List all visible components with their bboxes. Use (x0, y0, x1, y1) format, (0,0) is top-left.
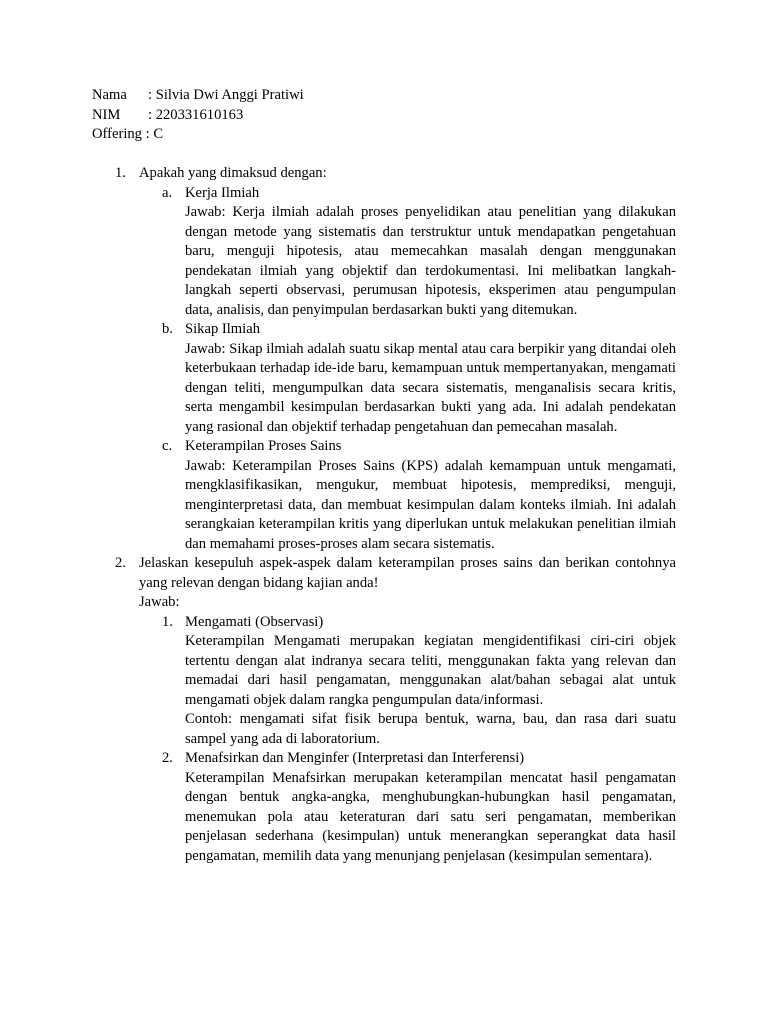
nama-value: : Silvia Dwi Anggi Pratiwi (148, 87, 304, 103)
aspect-item-2 (139, 749, 676, 866)
question-1c-title: Keterampilan Proses Sains (185, 438, 342, 454)
question-1a-answer: Jawab: Kerja ilmiah adalah proses penyelidikan atau penelitian yang dilakukan dengan metode yang sistematis dan terstruktur untuk mendapatkan pengetahuan baru, menguji hipotesis, atau memecahkan masalah dengan menggunakan pendekatan ilmiah yang objektif dan terdokumentasi. Ini melibatkan langkah-langkah seperti observasi, perumusan hipotesis, eksperimen atau pengumpulan data, analisis, dan penyimpulan berdasarkan bukti yang ditemukan. (185, 204, 676, 318)
question-1b-title: Sikap Ilmiah (185, 321, 260, 337)
question-1-number: 1. (115, 165, 126, 181)
nim-label: NIM (92, 106, 121, 123)
offering-row (92, 125, 304, 145)
aspect-item-2-title: Menafsirkan dan Menginfer (Interpretasi dan Interferensi) (185, 750, 525, 766)
question-1 (92, 164, 676, 554)
question-1b (139, 320, 676, 437)
aspect-item-2-body: Keterampilan Menafsirkan merupakan keterampilan mencatat hasil pengamatan dengan bentuk angka-angka, menghubungkan-hubungkan hasil pengamatan, menemukan pola atau keteraturan dari satu seri pengamatan, memberikan penjelasan sederhana (kesimpulan) untuk menerangkan seperangkat data hasil pengamatan, memilih data yang menunjang penjelasan (kesimpulan sementara). (185, 769, 676, 864)
aspect-item-1 (139, 613, 676, 750)
nama-row (92, 86, 304, 106)
question-1b-marker: b. (162, 321, 173, 337)
question-1a-title: Kerja Ilmiah (185, 184, 260, 201)
question-1c-marker: c. (162, 438, 173, 454)
question-1a (139, 184, 676, 321)
aspect-item-1-title: Mengamati (Observasi) (185, 613, 324, 630)
question-2 (92, 554, 676, 866)
question-1b-answer: Jawab: Sikap ilmiah adalah suatu sikap mental atau cara berpikir yang ditandai oleh keterbukaan terhadap ide-ide baru, kemampuan untuk mempertanyakan, mengamati dengan teliti, mengumpulkan data secara sistematis, menganalisis secara kritis, serta mengambil kesimpulan berdasarkan bukti yang ada. Ini adalah pendekatan yang rasional dan objektif terhadap pengetahuan dan pemecahan masalah. (185, 340, 676, 435)
aspect-item-1-body: Keterampilan Mengamati merupakan kegiatan mengidentifikasi ciri-ciri objek tertentu dengan alat indranya secara teliti, menggunakan fakta yang relevan dan memadai dari hasil pengamatan, menggunakan alat/bahan sebagai alat untuk mengamati objek dalam rangka pengumpulan data/informasi. (185, 633, 676, 708)
nama-label: Nama (92, 87, 127, 103)
offering-text: Offering : C (92, 126, 164, 142)
question-2-jawab: Jawab: (139, 594, 180, 610)
student-header (92, 86, 304, 145)
nim-value: : 220331610163 (148, 106, 244, 123)
aspect-item-1-example: Contoh: mengamati sifat fisik berupa bentuk, warna, bau, dan rasa dari suatu sampel yang ada di laboratorium. (185, 711, 676, 747)
question-1c-answer: Jawab: Keterampilan Proses Sains (KPS) adalah kemampuan untuk mengamati, mengklasifikasikan, mengukur, membuat hipotesis, memprediksi, menguji, menginterpretasi data, dan membuat kesimpulan dalam konteks ilmiah. Ini adalah serangkaian keterampilan kritis yang diperlukan untuk melakukan penelitian ilmiah dan memahami proses-proses alam secara sistematis. (185, 457, 676, 552)
question-1-text: Apakah yang dimaksud dengan: (139, 165, 327, 181)
aspect-item-2-marker: 2. (162, 750, 173, 766)
question-1a-marker: a. (162, 184, 173, 201)
question-1c (139, 437, 676, 554)
question-2-number: 2. (115, 555, 126, 571)
aspect-item-1-marker: 1. (162, 613, 173, 630)
nim-row (92, 106, 304, 126)
question-2-text: Jelaskan kesepuluh aspek-aspek dalam keterampilan proses sains dan berikan contohnya yang relevan dengan bidang kajian anda! (139, 555, 676, 591)
document-body (92, 164, 676, 866)
